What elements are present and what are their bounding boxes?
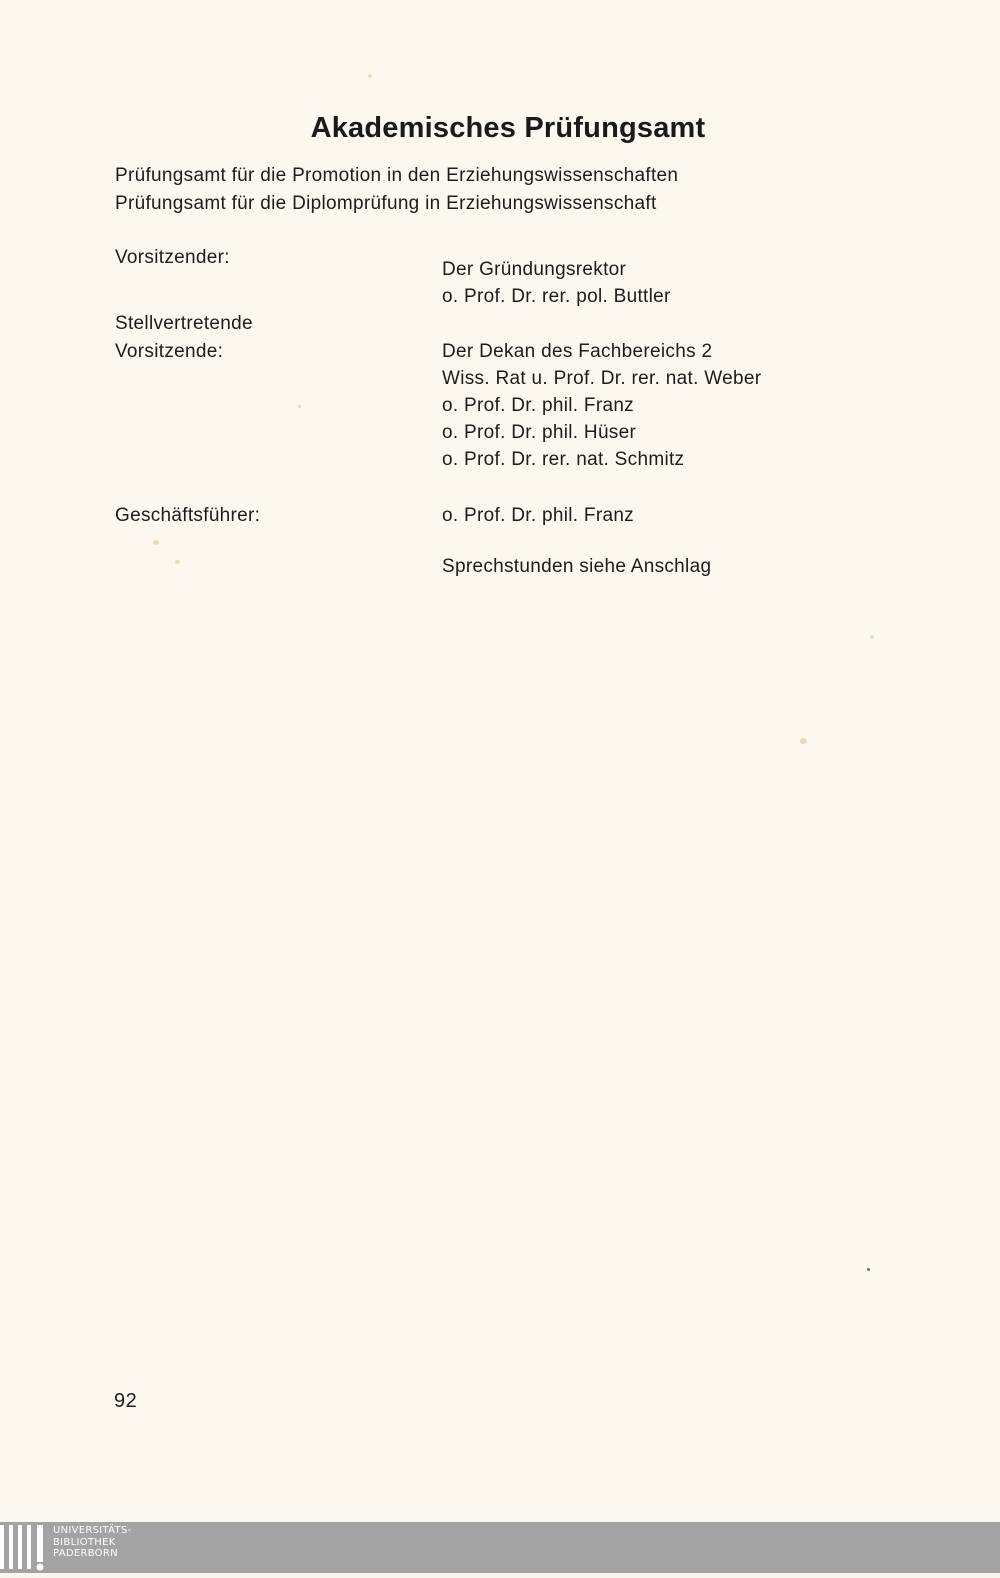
library-barcode-logo-icon xyxy=(0,1522,48,1573)
library-name-line: BIBLIOTHEK xyxy=(53,1536,116,1548)
office-hours-note: Sprechstunden siehe Anschlag xyxy=(442,556,712,577)
library-footer-bar xyxy=(0,1522,1000,1573)
library-name xyxy=(53,1525,132,1560)
chair-value-line: o. Prof. Dr. rer. pol. Buttler xyxy=(442,286,671,307)
paper-speck xyxy=(800,738,807,744)
manager-value: o. Prof. Dr. phil. Franz xyxy=(442,505,634,526)
deputy-label-line2: Vorsitzende: xyxy=(115,341,224,362)
manager-label: Geschäftsführer: xyxy=(115,505,261,526)
paper-speck xyxy=(867,1268,870,1271)
page-number: 92 xyxy=(114,1390,138,1412)
deputy-label-line1: Stellvertretende xyxy=(115,313,253,334)
paper-speck xyxy=(175,560,180,564)
page-title: Akademisches Prüfungsamt xyxy=(310,112,706,144)
deputy-value-line: o. Prof. Dr. phil. Hüser xyxy=(442,422,637,443)
subtitle-promotion: Prüfungsamt für die Promotion in den Erziehungswissenschaften xyxy=(115,165,679,186)
deputy-value-line: o. Prof. Dr. phil. Franz xyxy=(442,395,634,416)
paper-speck xyxy=(368,74,372,78)
chair-value-line: Der Gründungsrektor xyxy=(442,259,627,280)
paper-speck xyxy=(870,635,874,639)
deputy-value-line: o. Prof. Dr. rer. nat. Schmitz xyxy=(442,449,685,470)
paper-speck xyxy=(153,540,159,545)
deputy-value-line: Wiss. Rat u. Prof. Dr. rer. nat. Weber xyxy=(442,368,762,389)
deputy-value-line: Der Dekan des Fachbereichs 2 xyxy=(442,341,713,362)
subtitle-diplom: Prüfungsamt für die Diplomprüfung in Erziehungswissenschaft xyxy=(115,193,657,214)
library-name-line: PADERBORN xyxy=(53,1548,118,1559)
chair-label: Vorsitzender: xyxy=(115,247,230,268)
paper-speck xyxy=(298,405,301,408)
library-name-line: UNIVERSITÄTS- xyxy=(53,1525,132,1536)
